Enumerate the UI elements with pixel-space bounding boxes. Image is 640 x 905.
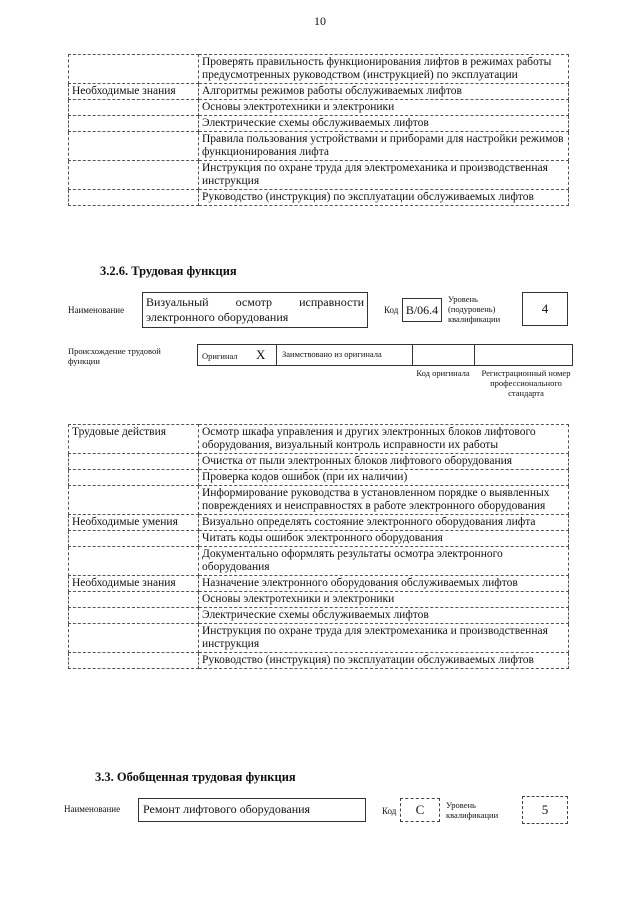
borrowed-label: Заимствовано из оригинала	[282, 349, 382, 359]
row-text: Руководство (инструкция) по эксплуатации обслуживаемых лифтов	[199, 653, 569, 669]
table-row	[69, 653, 569, 669]
row-category-label	[69, 454, 199, 470]
row-category-label	[69, 624, 199, 653]
table-row	[69, 55, 569, 84]
level-label: Уровень (подуровень) квалификации	[448, 294, 501, 324]
table-row	[69, 132, 569, 161]
row-category-label	[69, 55, 199, 84]
level-value: 4	[522, 292, 568, 326]
row-category-label	[69, 116, 199, 132]
code-label: Код	[384, 305, 399, 315]
labor-function-table	[68, 424, 569, 669]
table-row	[69, 515, 569, 531]
row-category-label: Необходимые знания	[69, 84, 199, 100]
row-category-label: Необходимые умения	[69, 515, 199, 531]
row-text: Читать коды ошибок электронного оборудования	[199, 531, 569, 547]
table-row	[69, 470, 569, 486]
row-category-label	[69, 161, 199, 190]
origin-row	[197, 344, 573, 366]
row-text: Назначение электронного оборудования обслуживаемых лифтов	[199, 576, 569, 592]
row-text: Проверка кодов ошибок (при их наличии)	[199, 470, 569, 486]
code-label-33: Код	[382, 806, 397, 816]
row-text: Алгоритмы режимов работы обслуживаемых лифтов	[199, 84, 569, 100]
row-text: Проверять правильность функционирования лифтов в режимах работы предусмотренных руководством (инструкцией) по эксплуатации	[199, 55, 569, 84]
table-row	[69, 84, 569, 100]
top-knowledge-table	[68, 54, 569, 206]
row-text: Информирование руководства в установленном порядке о выявленных повреждениях и неисправностях в работе электронного оборудования	[199, 486, 569, 515]
table-row	[69, 547, 569, 576]
row-category-label	[69, 470, 199, 486]
row-category-label	[69, 486, 199, 515]
original-label: Оригинал	[202, 351, 238, 361]
table-row	[69, 116, 569, 132]
row-text: Руководство (инструкция) по эксплуатации обслуживаемых лифтов	[199, 190, 569, 206]
code-value-33: C	[400, 798, 440, 822]
table-row	[69, 100, 569, 116]
name-label-33: Наименование	[64, 804, 121, 814]
table-row	[69, 531, 569, 547]
row-category-label	[69, 547, 199, 576]
row-text: Электрические схемы обслуживаемых лифтов	[199, 116, 569, 132]
row-category-label	[69, 531, 199, 547]
origin-label: Происхождение трудовой функции	[68, 346, 161, 366]
row-category-label	[69, 100, 199, 116]
row-category-label	[69, 608, 199, 624]
row-text: Визуально определять состояние электронного оборудования лифта	[199, 515, 569, 531]
row-text: Очистка от пыли электронных блоков лифтового оборудования	[199, 454, 569, 470]
row-text: Правила пользования устройствами и приборами для настройки режимов функционирования лифта	[199, 132, 569, 161]
level-value-33: 5	[522, 796, 568, 824]
level-label-33: Уровень квалификации	[446, 800, 499, 820]
row-text: Инструкция по охране труда для электромеханика и производственная инструкция	[199, 161, 569, 190]
table-row	[69, 161, 569, 190]
row-text: Основы электротехники и электроники	[199, 100, 569, 116]
row-text: Осмотр шкафа управления и других электронных блоков лифтового оборудования, визуальный контроль исправности их работы	[199, 425, 569, 454]
row-category-label	[69, 592, 199, 608]
table-row	[69, 190, 569, 206]
code-value: B/06.4	[402, 298, 442, 322]
table-row	[69, 454, 569, 470]
generalized-function-name: Ремонт лифтового оборудования	[138, 798, 366, 822]
row-category-label	[69, 190, 199, 206]
row-category-label: Трудовые действия	[69, 425, 199, 454]
table-row	[69, 425, 569, 454]
table-row	[69, 608, 569, 624]
function-name-value: Визуальный осмотр исправности электронного оборудования	[142, 292, 368, 328]
table-row	[69, 486, 569, 515]
row-category-label: Необходимые знания	[69, 576, 199, 592]
table-row	[69, 624, 569, 653]
row-category-label	[69, 653, 199, 669]
section-326-heading: 3.2.6. Трудовая функция	[100, 264, 237, 278]
code-original-caption: Код оригинала	[416, 368, 470, 378]
row-text: Основы электротехники и электроники	[199, 592, 569, 608]
original-mark: X	[256, 347, 266, 362]
row-text: Инструкция по охране труда для электромеханика и производственная инструкция	[199, 624, 569, 653]
reg-number-caption: Регистрационный номер профессионального стандарта	[481, 368, 571, 398]
section-33-heading: 3.3. Обобщенная трудовая функция	[95, 770, 296, 784]
table-row	[69, 592, 569, 608]
name-label: Наименование	[68, 305, 125, 315]
row-category-label	[69, 132, 199, 161]
row-text: Документально оформлять результаты осмотра электронного оборудования	[199, 547, 569, 576]
page-number: 10	[314, 14, 326, 28]
row-text: Электрические схемы обслуживаемых лифтов	[199, 608, 569, 624]
table-row	[69, 576, 569, 592]
